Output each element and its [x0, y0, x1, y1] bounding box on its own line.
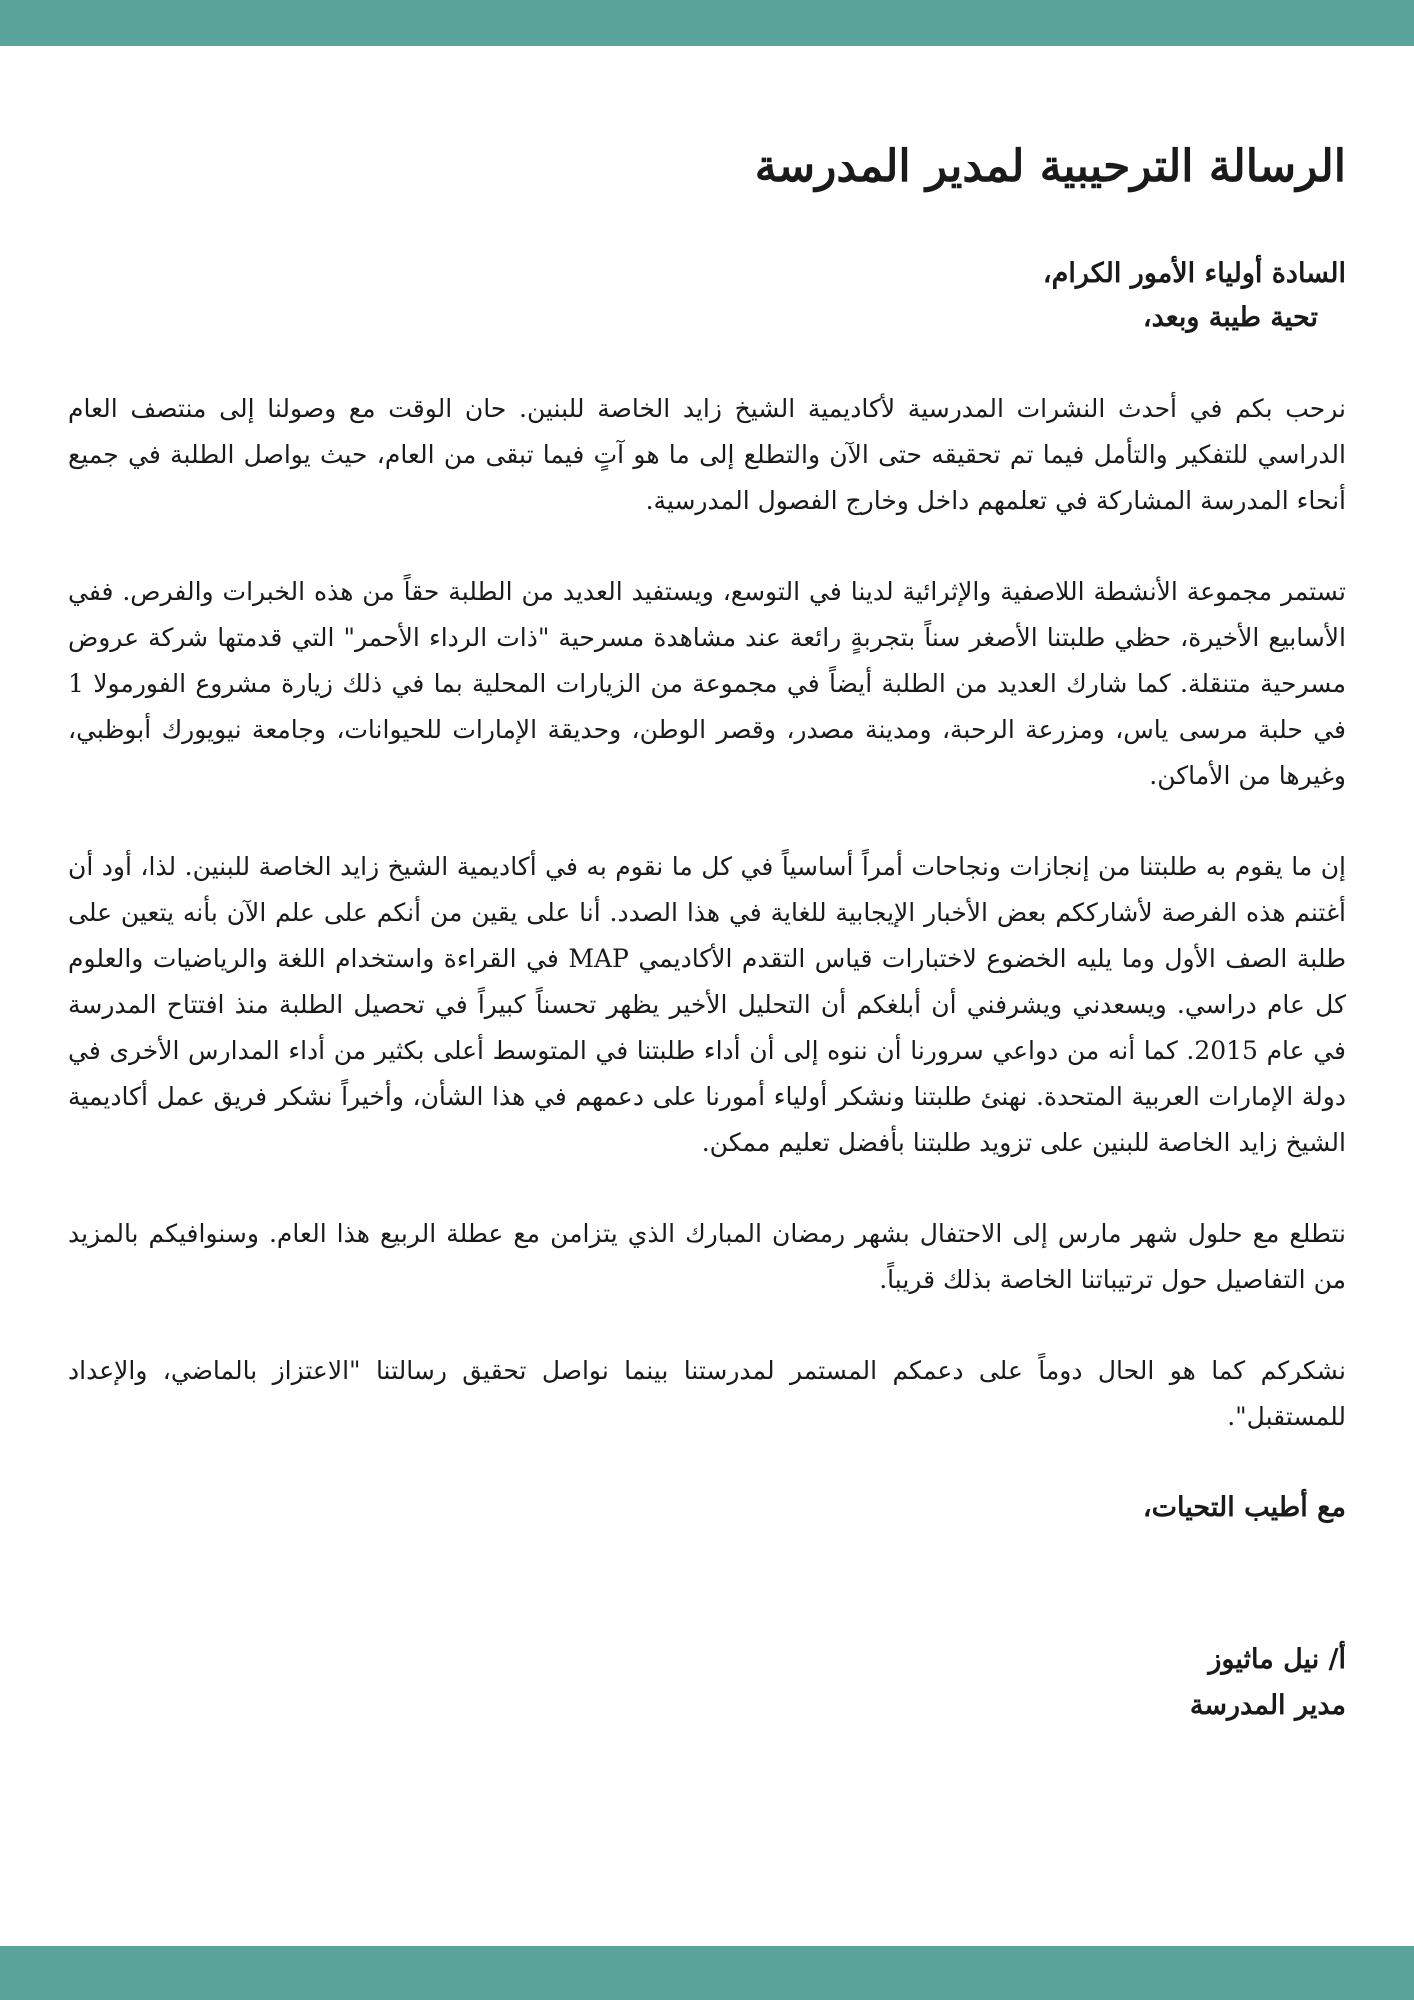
signature-name: أ/ نيل ماثيوز	[1208, 1644, 1346, 1675]
signature	[68, 1637, 1346, 1729]
letter-body	[68, 128, 1346, 1729]
top-band	[0, 0, 1414, 46]
bottom-band	[0, 1946, 1414, 2000]
salutation-line-2: تحية طيبة وبعد،	[1142, 302, 1318, 333]
salutation-line-1: السادة أولياء الأمور الكرام،	[1042, 258, 1346, 289]
closing: مع أطيب التحيات،	[1142, 1492, 1346, 1523]
salutation	[68, 252, 1346, 340]
paragraph-ramadan: نتطلع مع حلول شهر مارس إلى الاحتفال بشهر رمضان المبارك الذي يتزامن مع عطلة الربيع هذا العام. وسنوافيكم بالمزيد من التفاصيل حول ترتيباتنا الخاصة بذلك قريباً.	[68, 1219, 1346, 1294]
paragraph-welcome: نرحب بكم في أحدث النشرات المدرسية لأكاديمية الشيخ زايد الخاصة للبنين. حان الوقت مع وصولنا إلى منتصف العام الدراسي للتفكير والتأمل فيما تم تحقيقه حتى الآن والتطلع إلى ما هو آتٍ فيما تبقى من العام، حيث يواصل الطلبة في جميع أنحاء المدرسة المشاركة في تعلمهم داخل وخارج الفصول المدرسية.	[68, 394, 1346, 515]
signature-title: مدير المدرسة	[1189, 1690, 1346, 1721]
paragraph-thanks: نشكركم كما هو الحال دوماً على دعمكم المستمر لمدرستنا بينما نواصل تحقيق رسالتنا "الاعتزاز بالماضي، والإعداد للمستقبل".	[68, 1356, 1346, 1431]
paragraph-achievements: إن ما يقوم به طلبتنا من إنجازات ونجاحات أمراً أساسياً في كل ما نقوم به في أكاديمية الشيخ زايد الخاصة للبنين. لذا، أود أن أغتنم هذه الفرصة لأشارككم بعض الأخبار الإيجابية للغاية في هذا الصدد. أنا على يقين من أنكم على علم الآن بأنه يتعين على طلبة الصف الأول وما يليه الخضوع لاختبارات قياس التقدم الأكاديمي MAP في القراءة واستخدام اللغة والرياضيات والعلوم كل عام دراسي. ويسعدني ويشرفني أن أبلغكم أن التحليل الأخير يظهر تحسناً كبيراً في تحصيل الطلبة منذ افتتاح المدرسة في عام 2015. كما أنه من دواعي سرورنا أن ننوه إلى أن أداء طلبتنا في المتوسط أعلى بكثير من أداء المدارس الأخرى في دولة الإمارات العربية المتحدة. نهنئ طلبتنا ونشكر أولياء أمورنا على دعمهم في هذا الشأن، وأخيراً نشكر فريق عمل أكاديمية الشيخ زايد الخاصة للبنين على تزويد طلبتنا بأفضل تعليم ممكن.	[68, 852, 1346, 1157]
paragraph-activities: تستمر مجموعة الأنشطة اللاصفية والإثرائية لدينا في التوسع، ويستفيد العديد من الطلبة حقاً من هذه الخبرات والفرص. ففي الأسابيع الأخيرة، حظي طلبتنا الأصغر سناً بتجربةٍ رائعة عند مشاهدة مسرحية "ذات الرداء الأحمر" التي قدمتها شركة عروض مسرحية متنقلة. كما شارك العديد من الطلبة أيضاً في مجموعة من الزيارات المحلية بما في ذلك زيارة مشروع الفورمولا 1 في حلبة مرسى ياس، ومزرعة الرحبة، ومدينة مصدر، وقصر الوطن، وحديقة الإمارات للحيوانات، وجامعة نيويورك أبوظبي، وغيرها من الأماكن.	[68, 577, 1346, 790]
letter-title: الرسالة الترحيبية لمدير المدرسة	[754, 141, 1346, 192]
